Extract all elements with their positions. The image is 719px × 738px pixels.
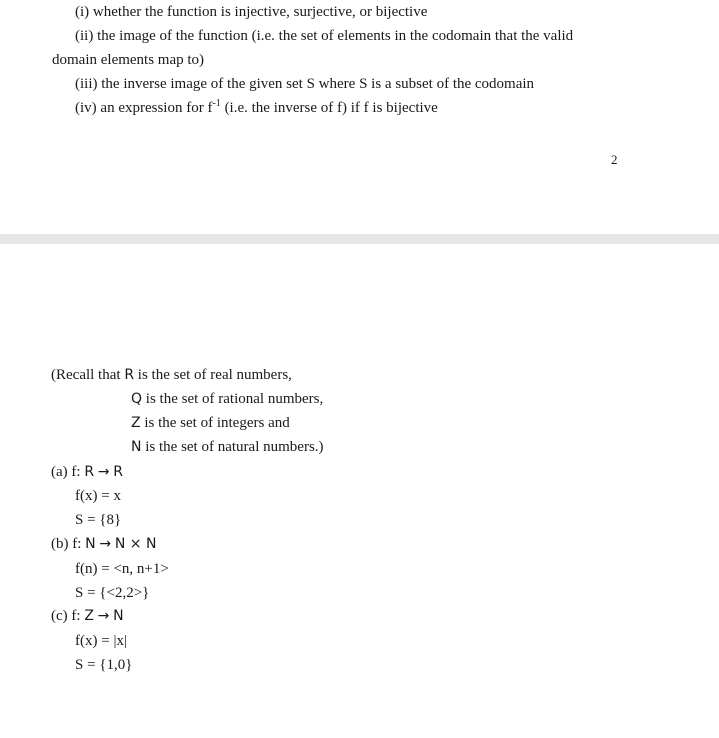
part-b-function: f(n) = <n, n+1> <box>75 561 169 577</box>
recall-line-1: (Recall that R is the set of real numbers, <box>51 367 292 383</box>
page-number: 2 <box>611 152 618 167</box>
recall-line-4: N is the set of natural numbers.) <box>131 439 324 455</box>
real-numbers-symbol: R <box>124 367 135 383</box>
arrow-icon: → <box>97 608 110 624</box>
item-iv: (iv) an expression for $f^{-1}$ (i.e. the inverse of f) if f is bijective <box>75 98 438 116</box>
integers-symbol: Z <box>131 415 141 431</box>
arrow-icon: → <box>97 464 110 480</box>
item-ii-continuation: domain elements map to) <box>52 52 205 68</box>
part-b-heading: (b) f: N → N × N <box>51 536 157 552</box>
part-c-set: S = {1,0} <box>75 657 133 673</box>
part-c-heading: (c) f: Z → N <box>51 608 124 624</box>
arrow-icon: → <box>99 536 112 552</box>
natural-numbers-symbol: N <box>131 439 142 455</box>
recall-line-3: Z is the set of integers and <box>131 415 290 431</box>
item-iii: (iii) the inverse image of the given set S where S is a subset of the codomain <box>75 76 535 92</box>
item-i: (i) whether the function is injective, surjective, or bijective <box>75 4 428 20</box>
rational-numbers-symbol: Q <box>131 391 143 407</box>
part-c-function: f(x) = |x| <box>75 633 127 649</box>
part-b-set: S = {<2,2>} <box>75 585 150 601</box>
part-a-set: S = {8} <box>75 512 122 528</box>
part-a-heading: (a) f: R → R <box>51 464 124 480</box>
recall-line-2: Q is the set of rational numbers, <box>131 391 324 407</box>
page-separator <box>0 234 719 244</box>
part-a-function: f(x) = x <box>75 488 121 504</box>
inverse-superscript: -1 <box>212 98 221 109</box>
item-ii: (ii) the image of the function (i.e. the set of elements in the codomain that the valid <box>75 28 574 44</box>
